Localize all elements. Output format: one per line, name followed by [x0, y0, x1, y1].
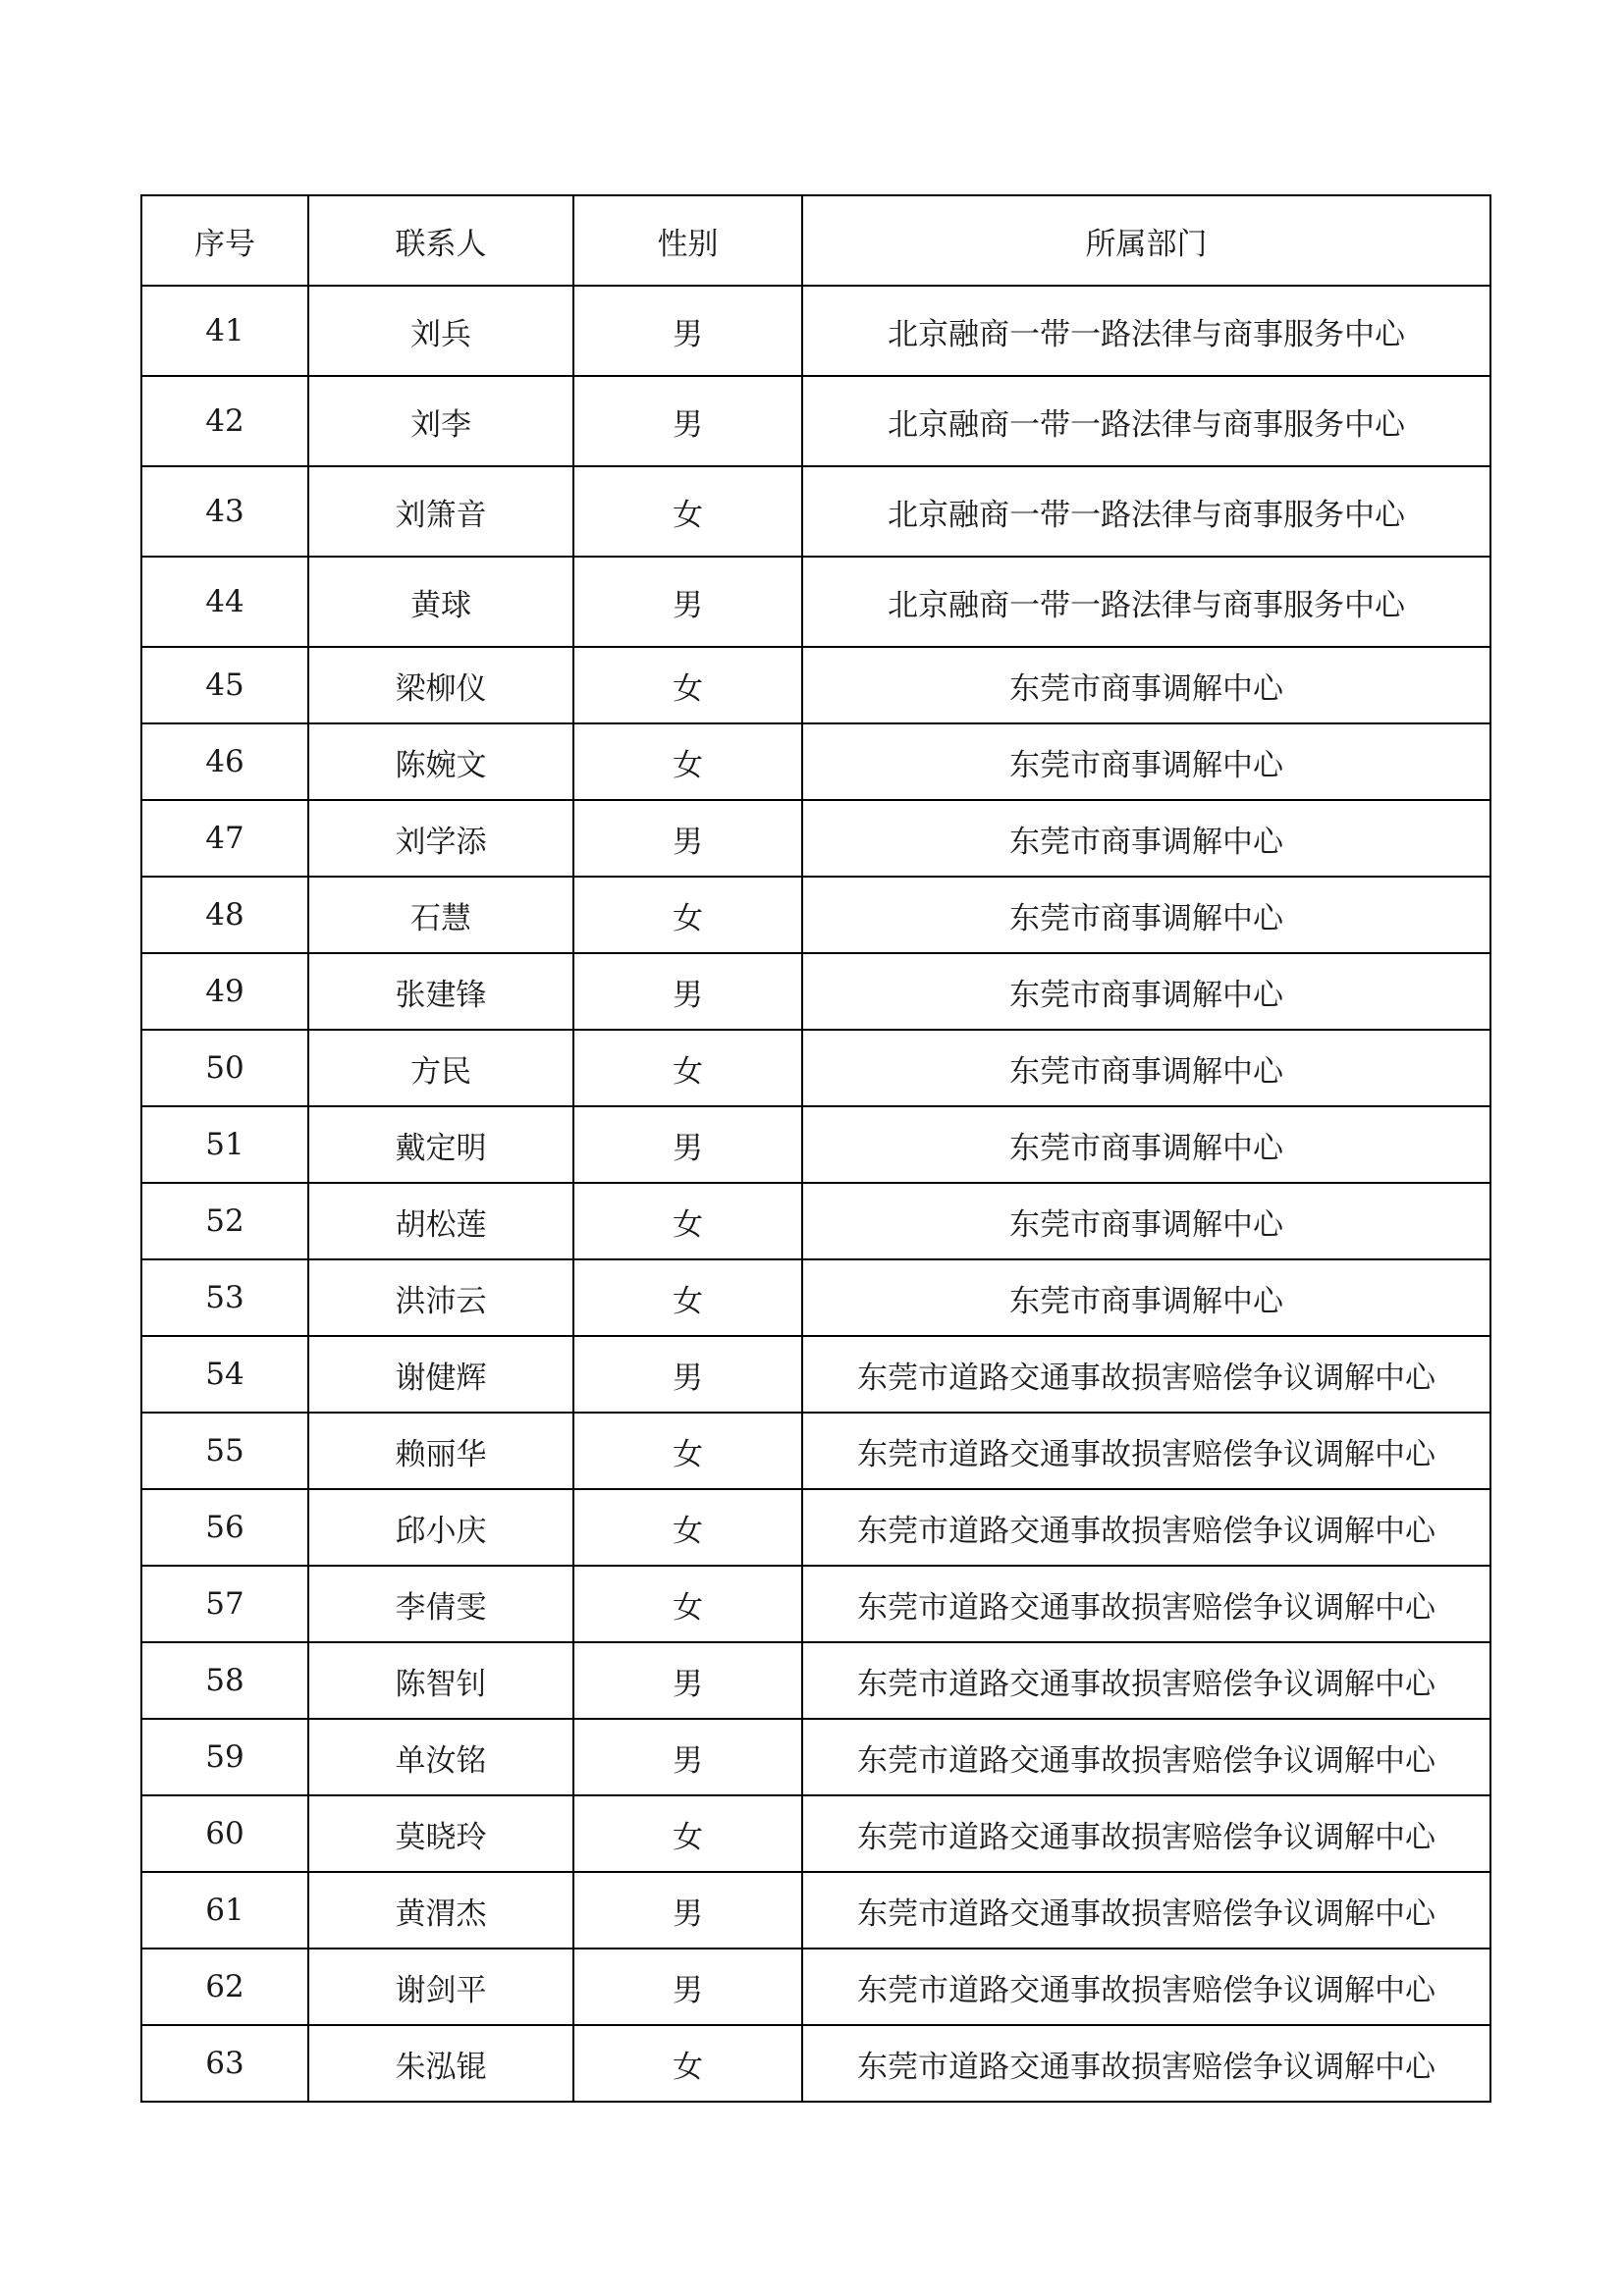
cell-gender: 男: [573, 557, 802, 647]
table-body: [141, 286, 1490, 2102]
cell-gender: 男: [573, 376, 802, 466]
table-row: [141, 1642, 1490, 1719]
table-row: [141, 1949, 1490, 2025]
table-row: [141, 953, 1490, 1030]
cell-index: 48: [141, 877, 308, 953]
cell-department: 东莞市商事调解中心: [802, 1183, 1490, 1259]
cell-contact: 李倩雯: [308, 1566, 573, 1642]
cell-department: 东莞市商事调解中心: [802, 1259, 1490, 1336]
cell-gender: 女: [573, 1259, 802, 1336]
cell-contact: 洪沛云: [308, 1259, 573, 1336]
cell-contact: 黄渭杰: [308, 1872, 573, 1949]
cell-contact: 方民: [308, 1030, 573, 1106]
cell-contact: 梁柳仪: [308, 647, 573, 723]
cell-department: 东莞市道路交通事故损害赔偿争议调解中心: [802, 1719, 1490, 1795]
cell-index: 51: [141, 1106, 308, 1183]
cell-index: 62: [141, 1949, 308, 2025]
table-row: [141, 723, 1490, 800]
table-row: [141, 647, 1490, 723]
table-row: [141, 1259, 1490, 1336]
table-row: [141, 376, 1490, 466]
cell-gender: 女: [573, 2025, 802, 2102]
cell-contact: 戴定明: [308, 1106, 573, 1183]
cell-index: 60: [141, 1795, 308, 1872]
table-row: [141, 1030, 1490, 1106]
cell-gender: 男: [573, 1719, 802, 1795]
cell-contact: 邱小庆: [308, 1489, 573, 1566]
cell-index: 55: [141, 1413, 308, 1489]
cell-index: 57: [141, 1566, 308, 1642]
table-row: [141, 466, 1490, 557]
table-row: [141, 1795, 1490, 1872]
cell-gender: 男: [573, 1949, 802, 2025]
cell-department: 东莞市商事调解中心: [802, 800, 1490, 877]
cell-department: 东莞市商事调解中心: [802, 953, 1490, 1030]
cell-contact: 张建锋: [308, 953, 573, 1030]
cell-contact: 莫晓玲: [308, 1795, 573, 1872]
table-row: [141, 800, 1490, 877]
cell-gender: 男: [573, 1336, 802, 1413]
table-row: [141, 557, 1490, 647]
cell-department: 北京融商一带一路法律与商事服务中心: [802, 466, 1490, 557]
cell-index: 56: [141, 1489, 308, 1566]
cell-index: 43: [141, 466, 308, 557]
cell-department: 北京融商一带一路法律与商事服务中心: [802, 376, 1490, 466]
cell-department: 东莞市道路交通事故损害赔偿争议调解中心: [802, 1336, 1490, 1413]
cell-gender: 男: [573, 286, 802, 376]
cell-contact: 胡松莲: [308, 1183, 573, 1259]
cell-gender: 女: [573, 1183, 802, 1259]
cell-gender: 男: [573, 800, 802, 877]
cell-index: 54: [141, 1336, 308, 1413]
cell-department: 东莞市商事调解中心: [802, 1030, 1490, 1106]
cell-contact: 谢剑平: [308, 1949, 573, 2025]
cell-index: 41: [141, 286, 308, 376]
cell-contact: 朱泓锟: [308, 2025, 573, 2102]
cell-gender: 男: [573, 953, 802, 1030]
cell-department: 东莞市道路交通事故损害赔偿争议调解中心: [802, 1642, 1490, 1719]
cell-contact: 陈智钊: [308, 1642, 573, 1719]
table-row: [141, 877, 1490, 953]
cell-department: 东莞市商事调解中心: [802, 1106, 1490, 1183]
cell-index: 49: [141, 953, 308, 1030]
cell-department: 东莞市商事调解中心: [802, 647, 1490, 723]
table-header-row: [141, 195, 1490, 286]
cell-department: 东莞市道路交通事故损害赔偿争议调解中心: [802, 1566, 1490, 1642]
cell-index: 61: [141, 1872, 308, 1949]
cell-department: 东莞市道路交通事故损害赔偿争议调解中心: [802, 1795, 1490, 1872]
cell-index: 52: [141, 1183, 308, 1259]
cell-contact: 谢健辉: [308, 1336, 573, 1413]
cell-contact: 刘箫音: [308, 466, 573, 557]
cell-contact: 陈婉文: [308, 723, 573, 800]
table-row: [141, 286, 1490, 376]
cell-index: 42: [141, 376, 308, 466]
cell-department: 东莞市道路交通事故损害赔偿争议调解中心: [802, 1413, 1490, 1489]
cell-gender: 女: [573, 1413, 802, 1489]
cell-gender: 女: [573, 1489, 802, 1566]
table-row: [141, 1336, 1490, 1413]
table-row: [141, 1489, 1490, 1566]
table-row: [141, 1719, 1490, 1795]
cell-index: 53: [141, 1259, 308, 1336]
cell-gender: 男: [573, 1106, 802, 1183]
cell-index: 46: [141, 723, 308, 800]
cell-contact: 赖丽华: [308, 1413, 573, 1489]
table-row: [141, 1413, 1490, 1489]
cell-contact: 石慧: [308, 877, 573, 953]
table-row: [141, 2025, 1490, 2102]
cell-gender: 女: [573, 1030, 802, 1106]
contacts-table: [140, 194, 1491, 2103]
cell-gender: 男: [573, 1642, 802, 1719]
cell-index: 58: [141, 1642, 308, 1719]
header-gender: 性别: [573, 195, 802, 286]
cell-department: 北京融商一带一路法律与商事服务中心: [802, 286, 1490, 376]
cell-gender: 女: [573, 723, 802, 800]
cell-contact: 刘兵: [308, 286, 573, 376]
header-department: 所属部门: [802, 195, 1490, 286]
cell-index: 44: [141, 557, 308, 647]
cell-contact: 刘李: [308, 376, 573, 466]
header-contact: 联系人: [308, 195, 573, 286]
table-row: [141, 1566, 1490, 1642]
cell-department: 东莞市道路交通事故损害赔偿争议调解中心: [802, 1872, 1490, 1949]
table-row: [141, 1106, 1490, 1183]
cell-gender: 女: [573, 1795, 802, 1872]
cell-gender: 女: [573, 877, 802, 953]
cell-gender: 男: [573, 1872, 802, 1949]
cell-department: 北京融商一带一路法律与商事服务中心: [802, 557, 1490, 647]
cell-gender: 女: [573, 647, 802, 723]
cell-index: 47: [141, 800, 308, 877]
cell-contact: 黄球: [308, 557, 573, 647]
cell-index: 59: [141, 1719, 308, 1795]
cell-department: 东莞市道路交通事故损害赔偿争议调解中心: [802, 1489, 1490, 1566]
cell-contact: 单汝铭: [308, 1719, 573, 1795]
cell-index: 45: [141, 647, 308, 723]
cell-department: 东莞市道路交通事故损害赔偿争议调解中心: [802, 1949, 1490, 2025]
cell-department: 东莞市商事调解中心: [802, 723, 1490, 800]
cell-department: 东莞市商事调解中心: [802, 877, 1490, 953]
table-row: [141, 1183, 1490, 1259]
table-row: [141, 1872, 1490, 1949]
cell-index: 50: [141, 1030, 308, 1106]
cell-gender: 女: [573, 466, 802, 557]
cell-contact: 刘学添: [308, 800, 573, 877]
cell-gender: 女: [573, 1566, 802, 1642]
cell-index: 63: [141, 2025, 308, 2102]
cell-department: 东莞市道路交通事故损害赔偿争议调解中心: [802, 2025, 1490, 2102]
header-index: 序号: [141, 195, 308, 286]
